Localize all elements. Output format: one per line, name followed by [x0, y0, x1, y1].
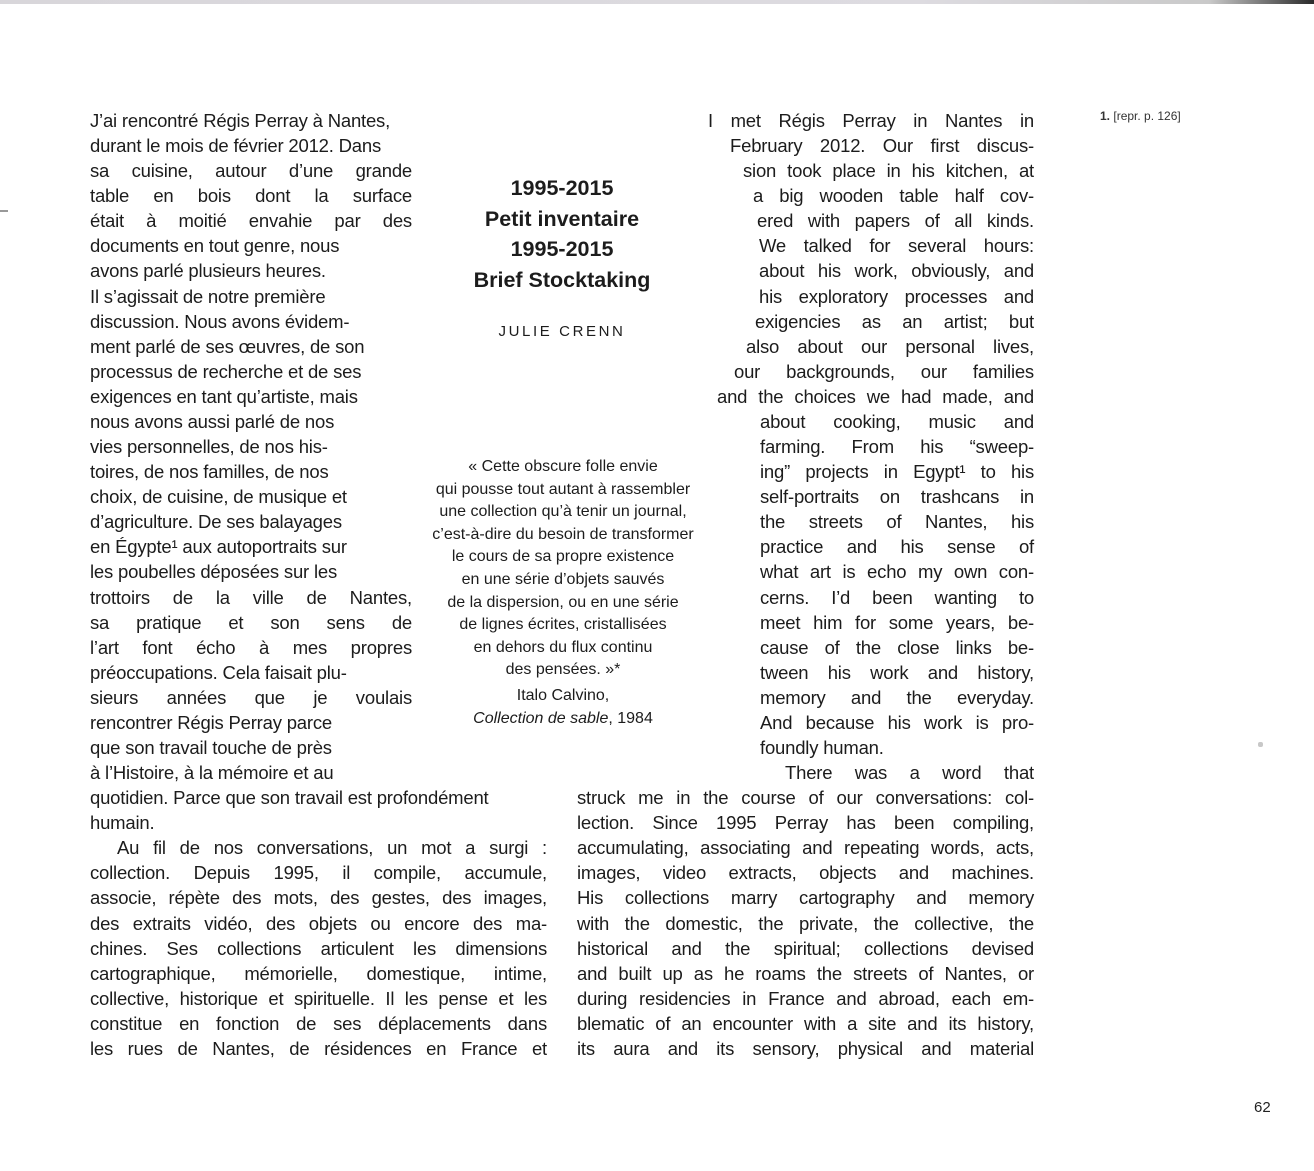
- epigraph-source: [402, 708, 724, 731]
- page-number: 62: [1254, 1099, 1271, 1116]
- article-title: [430, 173, 694, 295]
- french-text-line: vies personnelles, de nos his-: [90, 436, 328, 458]
- english-text-line: our backgrounds, our families: [734, 360, 1034, 382]
- french-text-line: préoccupations. Cela faisait plu-: [90, 661, 347, 683]
- french-text-line: à l’Histoire, à la mémoire et au: [90, 762, 334, 784]
- french-text-line: l’art font écho à mes propres: [90, 636, 412, 658]
- french-text-line: J’ai rencontré Régis Perray à Nantes,: [90, 110, 391, 131]
- english-text-line: struck me in the course of our conversations: col-: [577, 787, 1034, 809]
- english-text-line: foundly human.: [760, 737, 884, 758]
- epigraph-line: de la dispersion, ou en une série: [447, 593, 679, 611]
- english-text-line: cerns. I’d been wanting to: [760, 586, 1034, 608]
- english-text-line: farming. From his “sweep-: [760, 436, 1034, 458]
- french-text-line: rencontrer Régis Perray parce: [90, 711, 332, 733]
- french-text-line: durant le mois de février 2012. Dans: [90, 135, 382, 157]
- french-text-line: des extraits vidéo, des objets ou encore des ma-: [90, 912, 547, 934]
- title-line-fr: Petit inventaire: [484, 206, 640, 231]
- french-text-line: nous avons aussi parlé de nos: [90, 410, 335, 432]
- french-text-line: exigences en tant qu’artiste, mais: [90, 385, 358, 407]
- english-text-line: There was a word that: [785, 762, 1034, 784]
- english-text-line: with the domestic, the private, the collective, the: [577, 912, 1034, 934]
- french-text-line: que son travail touche de près: [90, 737, 332, 758]
- epigraph-author: Italo Calvino,: [516, 686, 610, 704]
- epigraph-line: le cours de sa propre existence: [451, 548, 675, 566]
- french-text-line: collection. Depuis 1995, il compile, accumule,: [90, 862, 547, 884]
- french-text-line: cartographique, mémorielle, domestique, intime,: [90, 962, 547, 984]
- english-text-line: We talked for several hours:: [759, 235, 1034, 257]
- french-text-line: avons parlé plusieurs heures.: [90, 260, 326, 282]
- footnote-text: [repr. p. 126]: [1113, 109, 1181, 123]
- english-text-line: what art is echo my own con-: [760, 561, 1034, 583]
- epigraph-line: des pensées. »*: [505, 661, 621, 679]
- english-text-line: I met Régis Perray in Nantes in: [708, 110, 1034, 131]
- french-text-line: table en bois dont la surface: [90, 185, 412, 207]
- scan-speck: [0, 210, 8, 212]
- french-text-line: discussion. Nous avons évidem-: [90, 310, 350, 332]
- english-text-line: historical and the spiritual; collections devised: [577, 937, 1034, 959]
- french-text-line: toires, de nos familles, de nos: [90, 461, 329, 483]
- epigraph-year: , 1984: [608, 709, 653, 727]
- english-text-line: ing” projects in Egypt¹ to his: [760, 461, 1034, 483]
- french-text-line: sa pratique et son sens de: [90, 611, 412, 633]
- english-text-line: And because his work is pro-: [760, 711, 1034, 733]
- english-text-line: exigencies as an artist; but: [755, 310, 1034, 332]
- english-text-line: during residencies in France and abroad, each em-: [577, 987, 1034, 1009]
- epigraph-line: une collection qu’à tenir un journal,: [439, 503, 687, 521]
- epigraph-line: en une série d’objets sauvés: [461, 570, 665, 588]
- french-text-line: documents en tout genre, nous: [90, 235, 340, 257]
- english-text-line: and the choices we had made, and: [717, 385, 1034, 407]
- english-text-line: memory and the everyday.: [760, 686, 1034, 708]
- english-text-line: tween his work and history,: [760, 661, 1034, 683]
- french-text-line: Au fil de nos conversations, un mot a surgi :: [117, 837, 547, 859]
- english-text-line: his exploratory processes and: [759, 285, 1034, 307]
- title-line-dates-fr: 1995-2015: [510, 176, 614, 200]
- french-text-line: ment parlé de ses œuvres, de son: [90, 335, 365, 357]
- french-text-line: choix, de cuisine, de musique et: [90, 486, 347, 508]
- french-text-line: humain.: [90, 812, 155, 834]
- english-text-line: cause of the close links be-: [760, 636, 1034, 658]
- french-text-line: processus de recherche et de ses: [90, 360, 362, 382]
- title-line-en: Brief Stocktaking: [473, 267, 651, 292]
- english-text-line: practice and his sense of: [760, 536, 1034, 558]
- scan-edge: [0, 0, 1314, 4]
- english-text-line: also about our personal lives,: [746, 335, 1034, 357]
- french-text-line: en Égypte¹ aux autoportraits sur: [90, 536, 347, 558]
- epigraph-line: en dehors du flux continu: [473, 638, 653, 656]
- scan-speck: [1258, 742, 1263, 747]
- french-text-line: trottoirs de la ville de Nantes,: [90, 586, 412, 608]
- french-text-line: quotidien. Parce que son travail est profondément: [90, 787, 489, 809]
- english-text-line: accumulating, associating and repeating words, acts,: [577, 837, 1034, 859]
- english-text-line: His collections marry cartography and memory: [577, 887, 1034, 909]
- french-text-line: d’agriculture. De ses balayages: [90, 511, 342, 533]
- epigraph-line: c’est-à-dire du besoin de transformer: [432, 525, 694, 543]
- french-text-line: les poubelles déposées sur les: [90, 561, 337, 583]
- french-text-line: collective, historique et spirituelle. Il les pense et les: [90, 987, 547, 1009]
- french-text-line: associe, répète des mots, des gestes, des images,: [90, 887, 547, 909]
- french-text-line: les rues de Nantes, de résidences en France et: [90, 1037, 547, 1059]
- english-text-line: and built up as he roams the streets of Nantes, or: [577, 962, 1034, 984]
- english-text-line: its aura and its sensory, physical and material: [577, 1037, 1034, 1059]
- epigraph-text: [402, 456, 724, 682]
- epigraph-line: « Cette obscure folle envie: [468, 458, 658, 475]
- epigraph-line: qui pousse tout autant à rassembler: [435, 480, 691, 498]
- english-text-line: meet him for some years, be-: [760, 611, 1034, 633]
- english-text-line: February 2012. Our first discus-: [730, 135, 1034, 157]
- title-line-dates-en: 1995-2015: [510, 237, 614, 261]
- french-text-line: constitue en fonction de ses déplacements dans: [90, 1012, 547, 1034]
- french-text-line: était à moitié envahie par des: [90, 210, 412, 232]
- french-text-line: Il s’agissait de notre première: [90, 285, 326, 307]
- french-text-line: chines. Ses collections articulent les dimensions: [90, 937, 547, 959]
- epigraph-work-title: Collection de sable: [473, 709, 609, 727]
- epigraph: [402, 456, 724, 730]
- author-name: JULIE CRENN: [498, 323, 626, 340]
- english-text-line: images, video extracts, objects and machines.: [577, 862, 1034, 884]
- english-text-line: blematic of an encounter with a site and its history,: [577, 1012, 1034, 1034]
- english-text-line: sion took place in his kitchen, at: [743, 160, 1034, 182]
- english-text-line: ered with papers of all kinds.: [757, 210, 1034, 232]
- french-text-line: sa cuisine, autour d’une grande: [90, 160, 412, 182]
- footnote-number: 1.: [1100, 109, 1111, 123]
- english-text-line: self-portraits on trashcans in: [760, 486, 1034, 508]
- english-text-line: lection. Since 1995 Perray has been compiling,: [577, 812, 1034, 834]
- epigraph-line: de lignes écrites, cristallisées: [459, 616, 667, 634]
- english-text-line: a big wooden table half cov-: [753, 185, 1034, 207]
- english-text-line: the streets of Nantes, his: [760, 511, 1034, 533]
- english-text-line: about his work, obviously, and: [759, 260, 1034, 282]
- english-text-line: about cooking, music and: [760, 410, 1034, 432]
- french-text-line: sieurs années que je voulais: [90, 686, 412, 708]
- footnote: [1100, 109, 1181, 123]
